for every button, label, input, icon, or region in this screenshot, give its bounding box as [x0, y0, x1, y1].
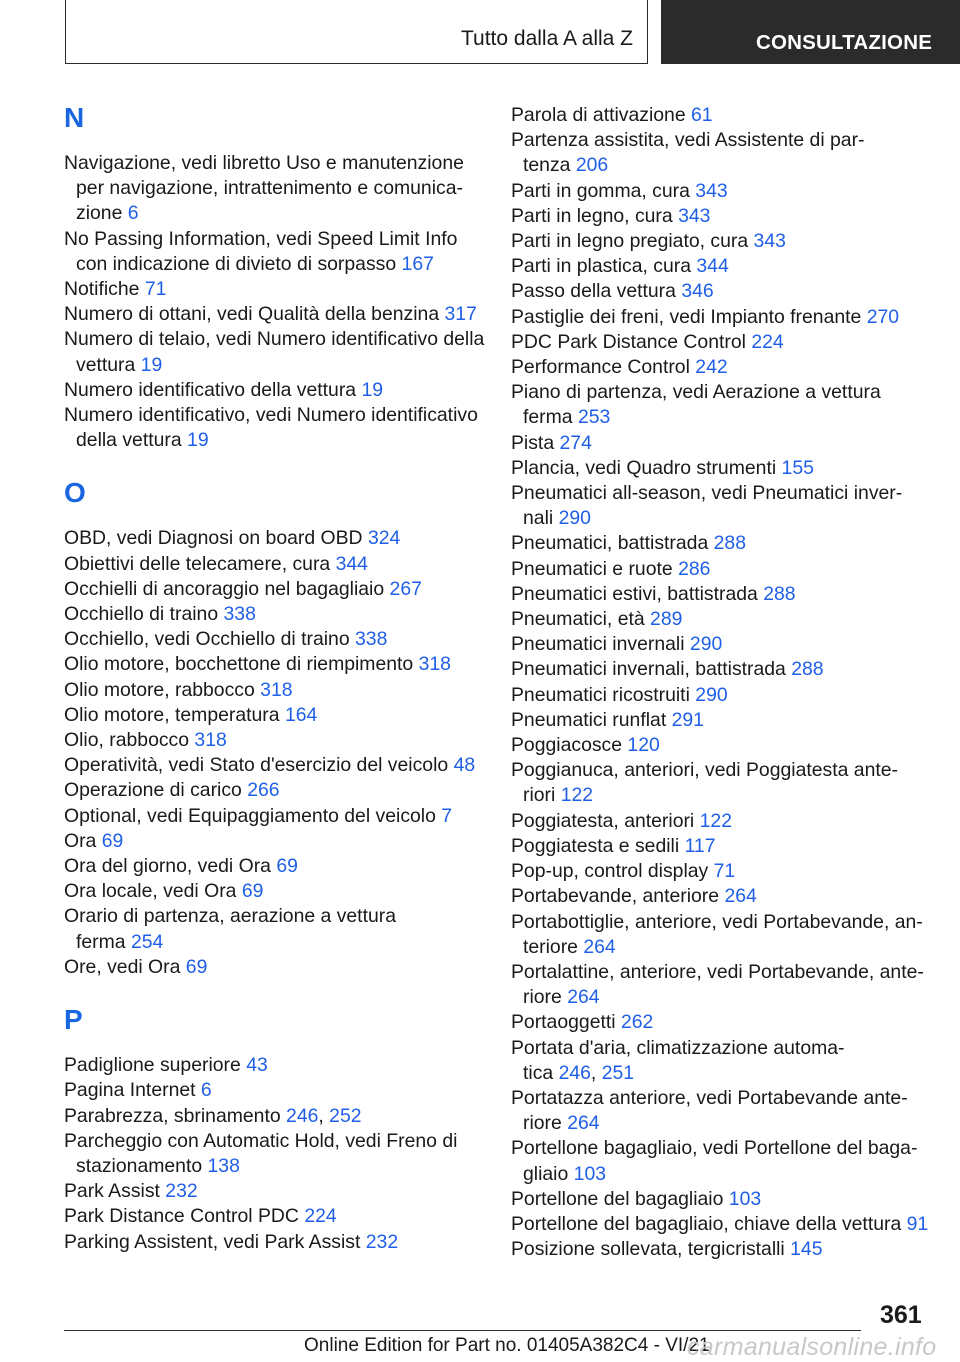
index-letter-heading: N: [64, 102, 85, 133]
index-entry: [64, 728, 484, 753]
page-reference-link[interactable]: 274: [559, 431, 592, 454]
entry-text: Pneumatici invernali, battistrada: [511, 658, 792, 681]
entry-text: Olio motore, bocchettone di riempimento: [64, 653, 419, 676]
page-reference-link[interactable]: 122: [560, 784, 594, 807]
page-reference-link[interactable]: 122: [699, 809, 732, 832]
page-reference-link[interactable]: 43: [246, 1054, 268, 1077]
index-entry: [511, 103, 926, 128]
entry-text: Occhielli di ancoraggio nel bagagliaio: [64, 577, 390, 600]
entry-text: Ore, vedi Ora: [64, 955, 186, 978]
page-reference-link[interactable]: 242: [695, 356, 728, 379]
index-entry: [64, 378, 484, 403]
index-entry: [64, 602, 484, 627]
index-entry: [64, 277, 484, 302]
index-entry: [64, 227, 484, 277]
section-title: Tutto dalla A alla Z: [461, 27, 633, 50]
index-letter-heading: P: [64, 1004, 83, 1036]
page-reference-link[interactable]: 71: [144, 278, 167, 301]
index-entry: [64, 1179, 484, 1204]
entry-text: Portellone bagagliaio, vedi Portellone del baga‐: [511, 1137, 918, 1160]
entry-text: Padiglione superiore: [64, 1054, 247, 1077]
page-reference-link[interactable]: 344: [696, 255, 729, 278]
entry-text: Parti in legno, cura: [511, 204, 679, 227]
page-reference-link[interactable]: 324: [367, 527, 401, 550]
entry-text: Portata d'aria, climatizzazione automa‐: [511, 1036, 845, 1059]
page-reference-link[interactable]: 206: [575, 154, 609, 177]
index-entry: [64, 403, 484, 453]
entry-text: PDC Park Distance Control: [511, 330, 752, 353]
index-entry: [511, 582, 926, 607]
watermark: carmanualsonline.info: [687, 1333, 937, 1361]
entry-text: Optional, vedi Equipaggiamento del veicolo: [64, 804, 442, 827]
page-reference-link[interactable]: 91: [906, 1212, 929, 1235]
page-reference-link[interactable]: 19: [140, 353, 163, 376]
entry-text: zione: [76, 202, 128, 225]
index-entry: [511, 758, 926, 808]
entry-text: Pastiglie dei freni, vedi Impianto frenante: [511, 305, 867, 328]
page-reference-link[interactable]: 155: [781, 456, 814, 479]
index-entry: [511, 859, 926, 884]
page-reference-link[interactable]: 71: [713, 860, 736, 883]
entry-text: Pista: [511, 431, 560, 454]
page-reference-link[interactable]: 266: [247, 779, 280, 802]
entry-text: Portatazza anteriore, vedi Portabevande ante‐: [511, 1086, 908, 1109]
page-reference-link[interactable]: 254: [130, 930, 164, 953]
page-reference-link[interactable]: 19: [361, 378, 384, 401]
edition-text: Online Edition for Part no. 01405A382C4 - VI/21: [304, 1335, 710, 1356]
page-reference-link[interactable]: 264: [724, 885, 757, 908]
page-reference-link[interactable]: 164: [284, 703, 318, 726]
page-reference-link[interactable]: 338: [223, 603, 256, 626]
index-entry: [511, 683, 926, 708]
index-entry: [511, 456, 926, 481]
entry-text: per navigazione, intrattenimento e comunica‐: [76, 177, 463, 200]
page-reference-link[interactable]: 69: [276, 855, 298, 878]
entry-text: teriore: [523, 935, 584, 958]
index-entry: [511, 1136, 926, 1186]
entry-text: Pneumatici, età: [511, 608, 651, 631]
page-reference-link[interactable]: 224: [751, 330, 784, 353]
entry-text: Numero identificativo, vedi Numero identificativo: [64, 404, 478, 427]
index-entry: [511, 809, 926, 834]
index-entry: [64, 652, 484, 677]
page-reference-link[interactable]: 344: [335, 552, 368, 575]
entry-text: Parola di attivazione: [511, 104, 692, 126]
entry-text: Park Distance Control PDC: [64, 1205, 305, 1228]
entry-text: Olio, rabbocco: [64, 729, 195, 752]
index-entry: [64, 302, 484, 327]
entry-text: Pneumatici invernali: [511, 633, 690, 656]
index-entry: [64, 829, 484, 854]
entry-text: Pneumatici, battistrada: [511, 532, 714, 555]
entry-text: Portabottiglie, anteriore, vedi Portabevande, an‐: [511, 910, 923, 933]
entry-text: Poggiatesta, anteriori: [511, 809, 700, 832]
entry-text: della vettura: [76, 429, 188, 452]
index-entry: [511, 330, 926, 355]
index-entry: [64, 955, 484, 980]
entry-text: OBD, vedi Diagnosi on board OBD: [64, 527, 368, 550]
entry-text: Notifiche: [64, 278, 145, 301]
index-entry: [511, 355, 926, 380]
page-reference-link[interactable]: 167: [401, 252, 434, 275]
page-reference-link[interactable]: 290: [695, 683, 728, 706]
index-entry: [64, 577, 484, 602]
index-entry: [511, 254, 926, 279]
page-reference-link[interactable]: 61: [691, 104, 713, 126]
entry-text: Pneumatici runflat: [511, 708, 672, 731]
page-reference-link[interactable]: 138: [207, 1154, 240, 1177]
entry-text: Pneumatici e ruote: [511, 557, 679, 580]
entry-text: Parabrezza, sbrinamento: [64, 1104, 287, 1127]
page-reference-link[interactable]: 343: [695, 179, 728, 202]
entry-text: nali: [523, 507, 559, 530]
entry-text: Navigazione, vedi libretto Uso e manutenzione: [64, 152, 464, 174]
page-reference-link[interactable]: 103: [728, 1187, 762, 1210]
footer-divider: [64, 1330, 861, 1331]
entry-text: Posizione sollevata, tergicristalli: [511, 1238, 791, 1261]
entry-text: Olio motore, rabbocco: [64, 678, 261, 701]
page-reference-link[interactable]: 288: [763, 582, 796, 605]
entry-text: Parcheggio con Automatic Hold, vedi Freno di: [64, 1129, 458, 1152]
entry-text: Portaoggetti: [511, 1011, 621, 1034]
entry-text: Pop-up, control display: [511, 860, 714, 883]
page-reference-link[interactable]: 338: [355, 628, 388, 651]
entry-text: Portabevande, anteriore: [511, 885, 725, 908]
entry-text: Parti in legno pregiato, cura: [511, 230, 754, 253]
entry-text: Partenza assistita, vedi Assistente di par‐: [511, 129, 865, 152]
index-entry: [511, 229, 926, 254]
entry-text: Park Assist: [64, 1180, 166, 1203]
index-entry: [64, 1129, 484, 1179]
page-reference-link[interactable]: 288: [791, 658, 824, 681]
entry-text: Poggiatesta e sedili: [511, 834, 685, 857]
page-reference-link[interactable]: 264: [567, 986, 600, 1009]
entry-text: Numero di telaio, vedi Numero identificativo della: [64, 328, 485, 351]
entry-text: Parking Assistent, vedi Park Assist: [64, 1230, 366, 1253]
entry-text: riore: [523, 1112, 568, 1135]
entry-text: No Passing Information, vedi Speed Limit Info: [64, 227, 458, 250]
page-reference-link[interactable]: 288: [713, 532, 746, 555]
entry-text: Piano di partenza, vedi Aerazione a vettura: [511, 381, 881, 404]
index-column-right: [511, 103, 929, 1262]
index-entry: [511, 305, 926, 330]
entry-text: ferma: [76, 930, 131, 953]
entry-text: Operazione di carico: [64, 779, 248, 802]
page-reference-link[interactable]: 69: [185, 955, 208, 978]
page-reference-link[interactable]: 69: [101, 829, 124, 852]
entry-text: Numero di ottani, vedi Qualità della benzina: [64, 303, 445, 326]
entry-text: Pneumatici all-season, vedi Pneumatici inver‐: [511, 482, 903, 505]
index-entry: [511, 1212, 929, 1237]
index-entry: [511, 279, 926, 304]
index-entry: [64, 526, 484, 551]
entry-text: vettura: [76, 353, 141, 376]
page-reference-link[interactable]: 290: [689, 633, 723, 656]
index-entry: [511, 380, 926, 430]
page-reference-link[interactable]: 318: [418, 653, 451, 676]
page-reference-link[interactable]: 251: [601, 1061, 635, 1084]
index-entry: [511, 1237, 926, 1262]
page-reference-link[interactable]: 317: [444, 303, 477, 326]
entry-text: Numero identificativo della vettura: [64, 378, 362, 401]
page-reference-link[interactable]: 69: [241, 880, 264, 903]
entry-text: Plancia, vedi Quadro strumenti: [511, 456, 782, 479]
entry-text: Obiettivi delle telecamere, cura: [64, 552, 336, 575]
page-reference-link[interactable]: 290: [558, 507, 591, 530]
entry-text: ,: [590, 1061, 602, 1084]
entry-text: Orario di partenza, aerazione a vettura: [64, 905, 396, 928]
index-entry: [511, 179, 926, 204]
page-reference-link[interactable]: 253: [577, 406, 611, 429]
entry-text: Olio motore, temperatura: [64, 703, 285, 726]
page-reference-link[interactable]: 318: [260, 678, 293, 701]
index-entry: [511, 1086, 926, 1136]
index-entry: [64, 804, 484, 829]
page-reference-link[interactable]: 232: [365, 1230, 399, 1253]
page-reference-link[interactable]: 48: [453, 754, 476, 777]
index-entry: [511, 481, 926, 531]
page-reference-link[interactable]: 224: [304, 1205, 337, 1228]
entry-text: Parti in plastica, cura: [511, 255, 697, 278]
page-reference-link[interactable]: 103: [573, 1162, 607, 1185]
index-entry: [511, 431, 926, 456]
chapter-tab[interactable]: CONSULTAZIONE: [661, 0, 960, 64]
entry-text: gliaio: [523, 1162, 574, 1185]
entry-text: Ora del giorno, vedi Ora: [64, 855, 277, 878]
page-number: 361: [880, 1301, 922, 1329]
page-reference-link[interactable]: 264: [583, 935, 616, 958]
entry-text: riori: [523, 784, 561, 807]
entry-text: Passo della vettura: [511, 280, 682, 303]
entry-text: Performance Control: [511, 356, 696, 379]
page-reference-link[interactable]: 346: [681, 280, 714, 303]
index-entry: [511, 834, 926, 859]
page-reference-link[interactable]: 270: [866, 305, 900, 328]
page-reference-link[interactable]: 6: [127, 202, 139, 225]
page-reference-link[interactable]: 267: [389, 577, 422, 600]
entry-text: Ora: [64, 829, 102, 852]
page-reference-link[interactable]: 262: [620, 1011, 654, 1034]
entry-text: Portalattine, anteriore, vedi Portabevande, ante‐: [511, 960, 924, 983]
entry-text: ,: [318, 1104, 330, 1127]
entry-text: ferma: [523, 406, 578, 429]
entry-text: Pagina Internet: [64, 1079, 201, 1102]
entry-text: Portellone del bagagliaio, chiave della vettura: [511, 1212, 907, 1235]
entry-text: Pneumatici ricostruiti: [511, 683, 696, 706]
index-entry: [64, 879, 484, 904]
index-entry: [511, 128, 926, 178]
index-entry: [64, 1078, 484, 1103]
index-entry: [511, 531, 926, 556]
page-reference-link[interactable]: 117: [684, 834, 716, 857]
entry-text: Ora locale, vedi Ora: [64, 880, 242, 903]
page-reference-link[interactable]: 289: [650, 608, 683, 631]
page-reference-link[interactable]: 232: [165, 1180, 198, 1203]
page-reference-link[interactable]: 264: [567, 1112, 600, 1135]
index-entry: [511, 708, 926, 733]
index-entry: [64, 1204, 484, 1229]
entry-text: Parti in gomma, cura: [511, 179, 696, 202]
index-entry: [64, 678, 484, 703]
index-entry: [511, 884, 926, 909]
index-entry: [64, 1104, 484, 1129]
index-entry: [64, 327, 484, 377]
index-entry: [511, 557, 926, 582]
index-letter-heading: O: [64, 477, 86, 509]
entry-text: Occhiello di traino: [64, 603, 224, 626]
page-reference-link[interactable]: 145: [790, 1238, 823, 1261]
entry-text: Poggiacosce: [511, 734, 628, 757]
index-entry: [64, 1053, 484, 1078]
index-entry: [64, 854, 484, 879]
page-reference-link[interactable]: 291: [671, 708, 704, 731]
entry-text: stazionamento: [76, 1154, 208, 1177]
index-entry: [64, 753, 484, 778]
page-reference-link[interactable]: 7: [441, 804, 453, 827]
index-entry: [64, 552, 484, 577]
index-entry: [64, 703, 484, 728]
page-reference-link[interactable]: 343: [753, 230, 786, 253]
page-reference-link[interactable]: 6: [200, 1079, 212, 1102]
index-entry: [511, 1187, 926, 1212]
entry-text: riore: [523, 986, 568, 1009]
index-entry: [64, 778, 484, 803]
entry-text: Operatività, vedi Stato d'esercizio del veicolo: [64, 754, 454, 777]
index-entry: [511, 632, 926, 657]
page-reference-link[interactable]: 19: [187, 429, 209, 452]
index-entry: [64, 1230, 484, 1255]
index-entry: [511, 607, 926, 632]
entry-text: Occhiello, vedi Occhiello di traino: [64, 628, 355, 651]
page-reference-link[interactable]: 343: [678, 204, 711, 227]
page-reference-link[interactable]: 120: [627, 734, 660, 757]
index-entry: [64, 904, 484, 954]
entry-text: con indicazione di divieto di sorpasso: [76, 252, 402, 275]
index-entry: [511, 910, 926, 960]
index-entry: [511, 960, 926, 1010]
index-entry: [511, 657, 926, 682]
entry-text: Pneumatici estivi, battistrada: [511, 582, 764, 605]
index-entry: [511, 1010, 926, 1035]
index-column-left: [64, 102, 484, 1255]
entry-text: tica: [523, 1061, 559, 1084]
page-reference-link[interactable]: 246: [558, 1061, 591, 1084]
page-reference-link[interactable]: 252: [329, 1104, 362, 1127]
page-reference-link[interactable]: 286: [678, 557, 711, 580]
page-reference-link[interactable]: 318: [194, 729, 227, 752]
entry-text: tenza: [523, 154, 576, 177]
index-entry: [64, 627, 484, 652]
entry-text: Poggianuca, anteriori, vedi Poggiatesta ante‐: [511, 759, 898, 782]
page-reference-link[interactable]: 246: [286, 1104, 319, 1127]
index-entry: [511, 204, 926, 229]
index-entry: [511, 733, 926, 758]
index-entry: [511, 1036, 926, 1086]
entry-text: Portellone del bagagliaio: [511, 1187, 729, 1210]
index-entry: [64, 151, 484, 227]
